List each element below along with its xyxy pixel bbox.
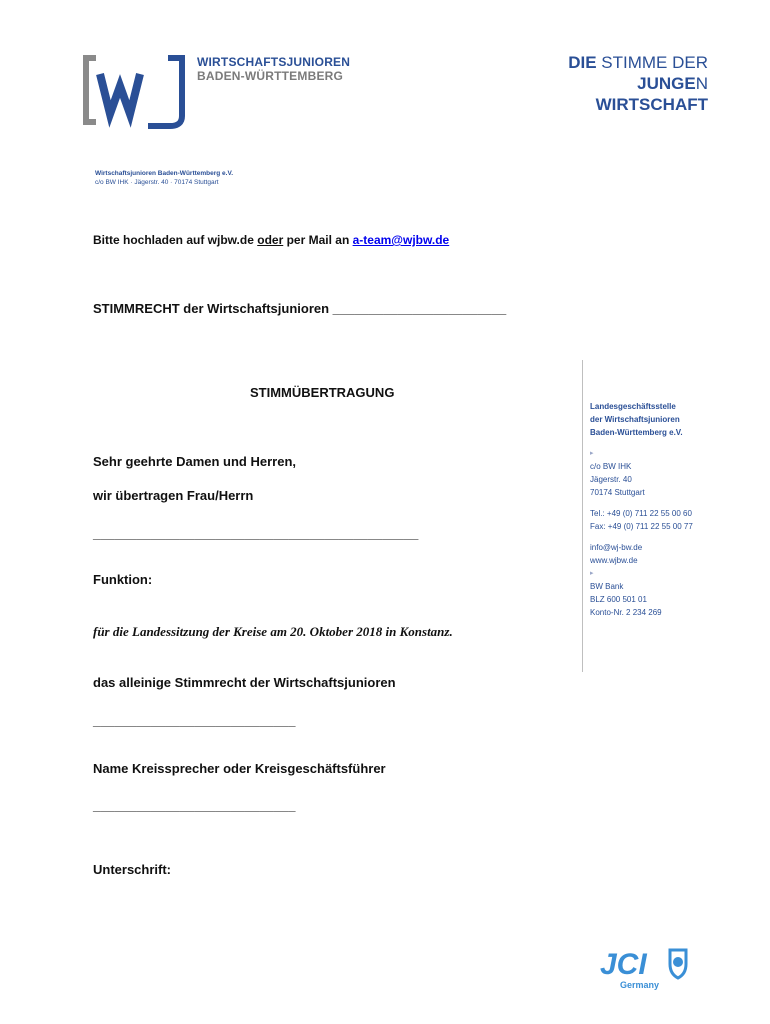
slogan-wirtschaft: WIRTSCHAFT	[595, 95, 708, 114]
office-line1: Landesgeschäftsstelle	[590, 402, 676, 411]
slogan-die: DIE	[568, 53, 597, 72]
arrow-icon: ▸	[590, 450, 594, 457]
funktion-label: Funktion:	[93, 572, 153, 587]
contact-email: info@wj-bw.de	[590, 543, 643, 552]
bank-account: Konto-Nr. 2 234 269	[590, 608, 662, 617]
slogan-jung: JUNGE	[637, 74, 696, 93]
document-title: STIMMÜBERTRAGUNG	[250, 385, 395, 400]
logo-title: WIRTSCHAFTSJUNIOREN	[197, 55, 351, 69]
fax: Fax: +49 (0) 711 22 55 00 77	[590, 522, 693, 531]
arrow-icon: ▸	[590, 570, 594, 577]
stimmrecht-heading: STIMMRECHT der Wirtschaftsjunioren ________________________	[93, 301, 507, 316]
phone: Tel.: +49 (0) 711 22 55 00 60	[590, 509, 692, 518]
jci-country: Germany	[620, 980, 660, 990]
sender-address: c/o BW IHK · Jägerstr. 40 · 70174 Stuttgart	[95, 179, 219, 186]
name-label: Name Kreissprecher oder Kreisgeschäftsführer	[93, 761, 386, 776]
sidebar-contact	[590, 400, 760, 619]
jci-text: JCI	[600, 948, 647, 981]
greeting: Sehr geehrte Damen und Herren,	[93, 454, 296, 469]
logo-subtitle: BADEN-WÜRTTEMBERG	[197, 69, 344, 83]
transfer-text: wir übertragen Frau/Herrn	[93, 488, 254, 503]
bank-blz: BLZ 600 501 01	[590, 595, 647, 604]
bank-name: BW Bank	[590, 582, 624, 591]
address-line1: c/o BW IHK	[590, 462, 632, 471]
name-blank-line-2: ____________________________	[93, 798, 296, 813]
upload-mid: per Mail an	[283, 233, 353, 247]
email-link[interactable]: a-team@wjbw.de	[352, 233, 450, 247]
alleinig-text: das alleinige Stimmrecht der Wirtschaftsjunioren	[93, 675, 396, 690]
jci-logo	[600, 944, 700, 994]
globe-icon	[673, 957, 683, 967]
upload-oder: oder	[257, 233, 284, 247]
slogan-stimme: STIMME DER	[596, 53, 708, 72]
name-blank-line: _____________________________________________	[93, 526, 419, 541]
upload-instruction	[93, 233, 449, 247]
upload-prefix: Bitte hochladen auf wjbw.de	[93, 233, 258, 247]
address-line3: 70174 Stuttgart	[590, 488, 645, 497]
slogan-n: N	[695, 74, 708, 93]
office-line2: der Wirtschaftsjunioren	[590, 415, 680, 424]
sitzung-text: für die Landessitzung der Kreise am 20. Oktober 2018 in Konstanz.	[93, 624, 453, 639]
website: www.wjbw.de	[590, 556, 638, 565]
kreis-blank-line: ____________________________	[93, 713, 296, 728]
signature-label: Unterschrift:	[93, 862, 172, 877]
sender-name: Wirtschaftsjunioren Baden-Württemberg e.V.	[95, 170, 234, 177]
sidebar-divider	[582, 360, 583, 672]
address-line2: Jägerstr. 40	[590, 475, 632, 484]
office-line3: Baden-Württemberg e.V.	[590, 428, 683, 437]
slogan	[568, 52, 708, 115]
